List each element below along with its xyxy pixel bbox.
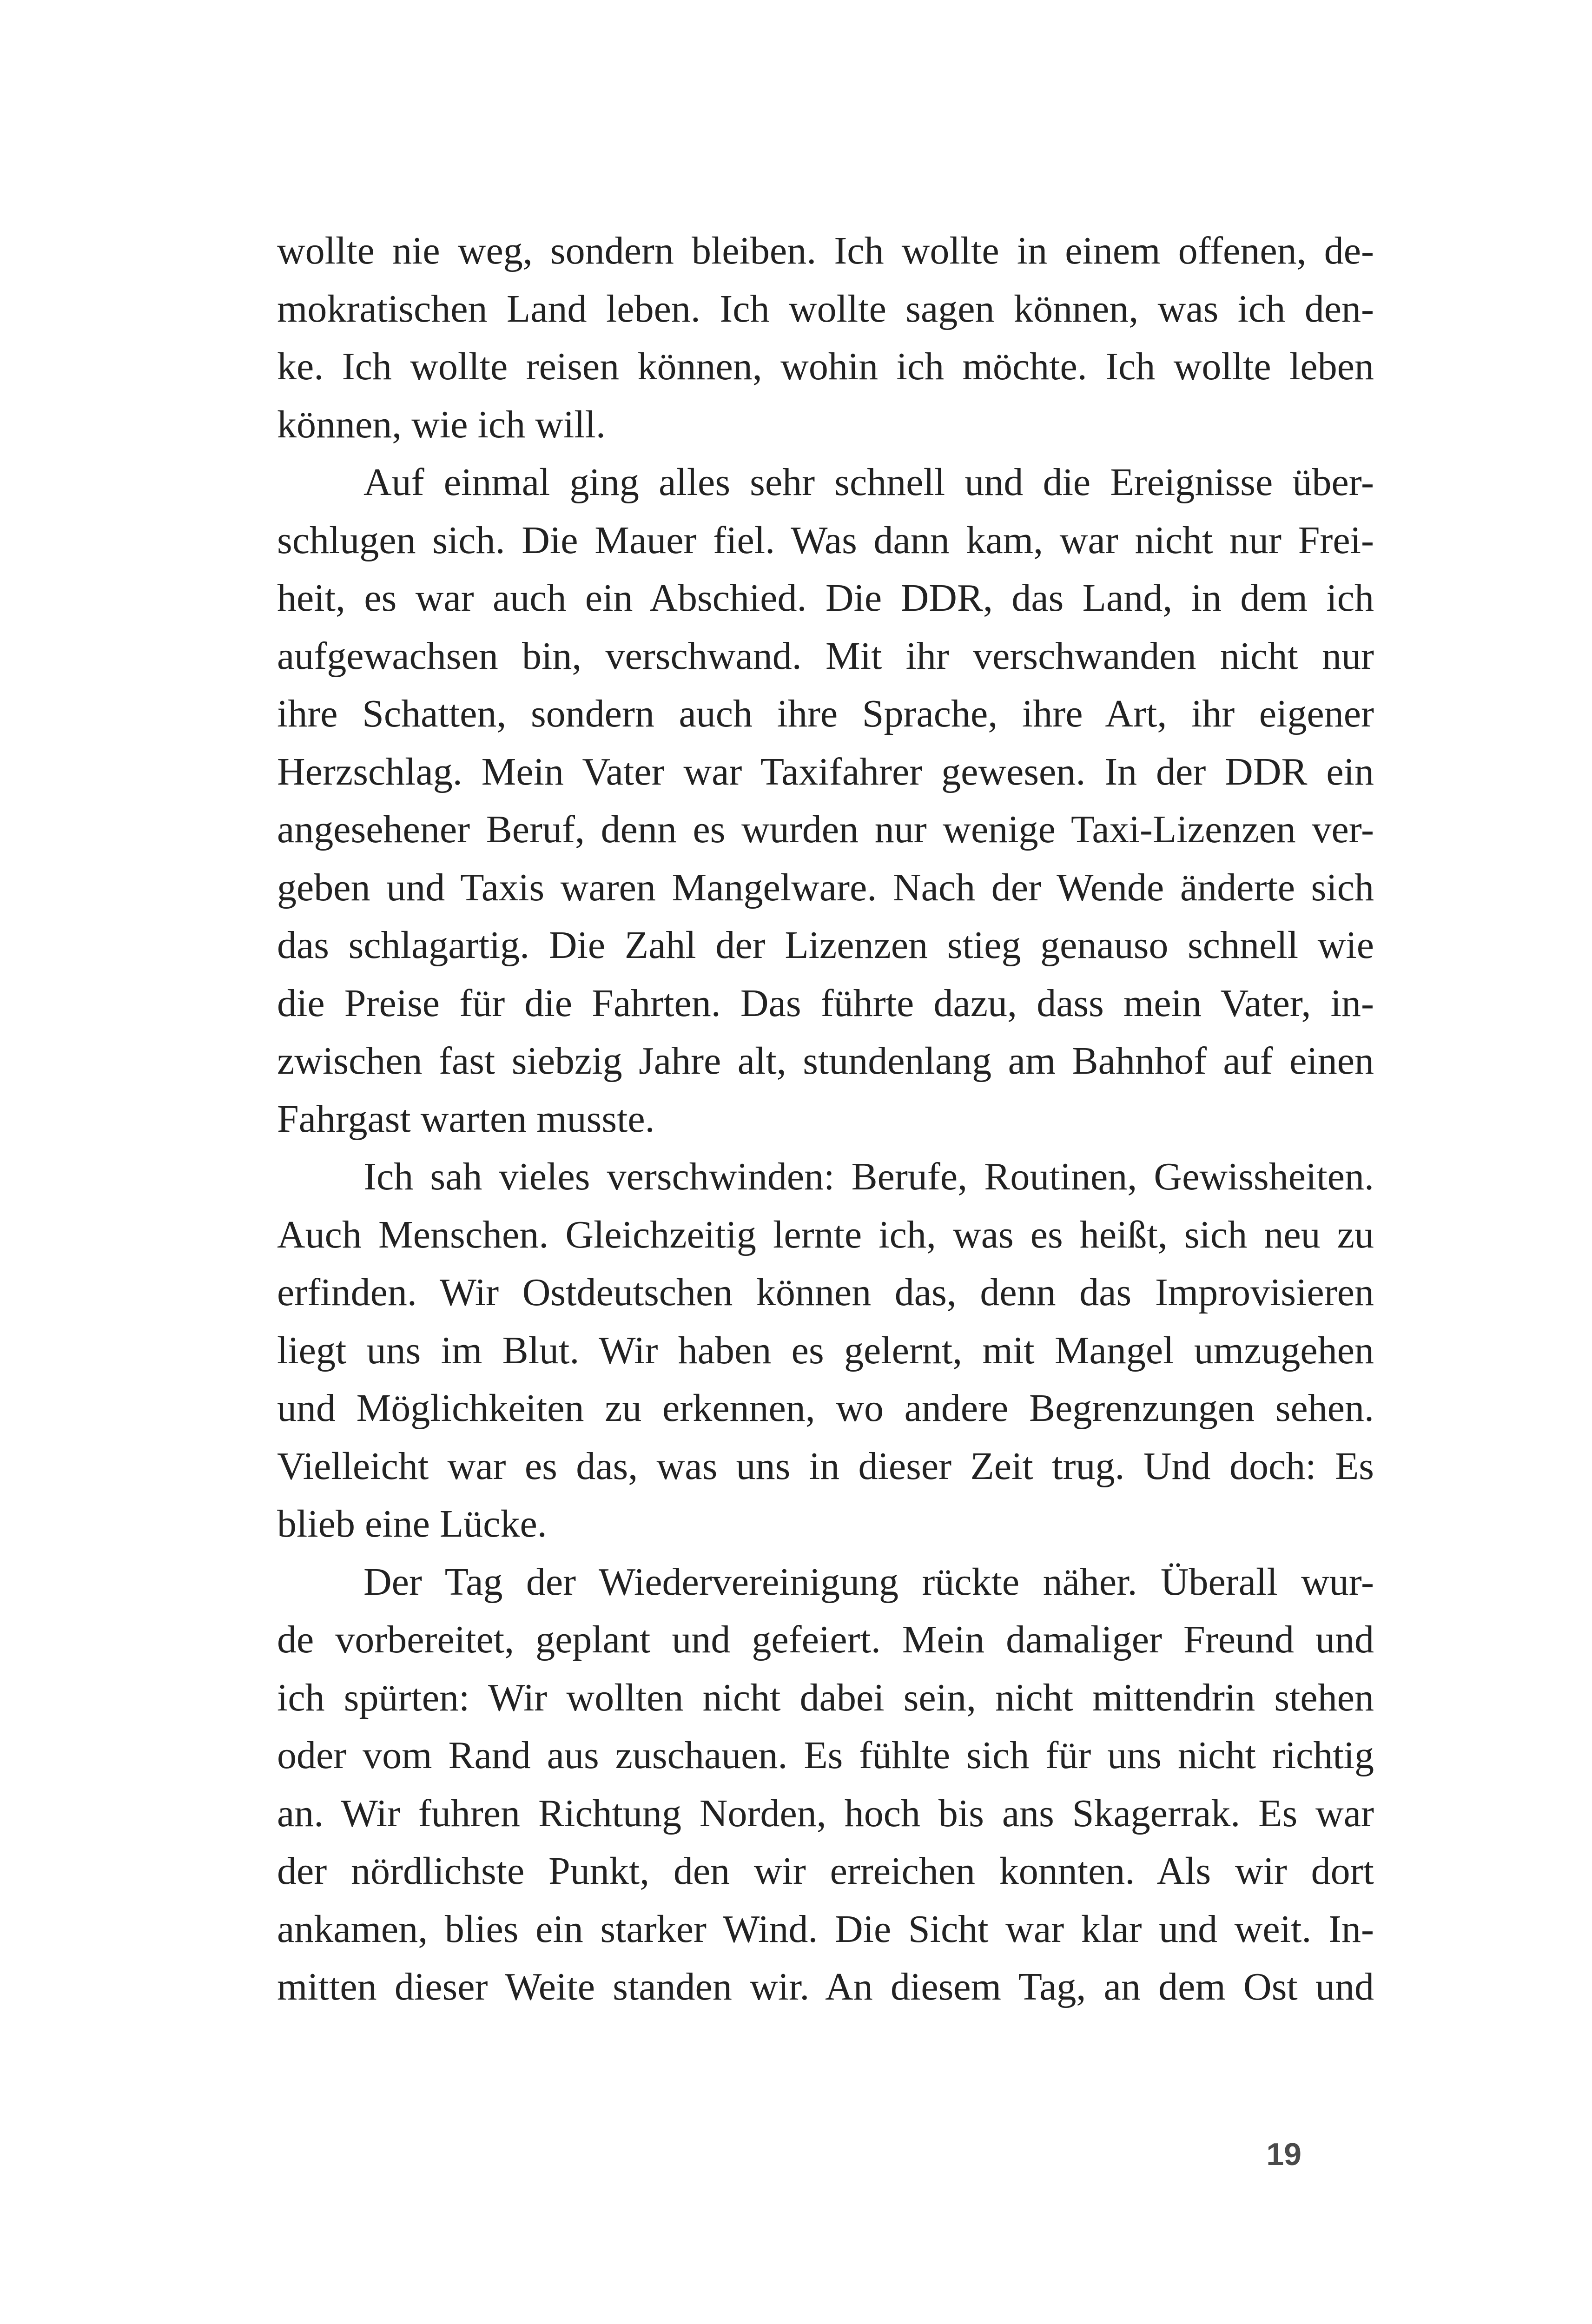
- text-line: Fahrgast warten musste.: [277, 1097, 655, 1141]
- text-line: heit, es war auch ein Abschied. Die DDR, das Land, in dem ich: [277, 576, 1374, 620]
- body-text: [277, 222, 1374, 2016]
- text-line: ankamen, blies ein starker Wind. Die Sicht war klar und weit. In-: [277, 1907, 1374, 1951]
- text-line: schlugen sich. Die Mauer fiel. Was dann kam, war nicht nur Frei-: [277, 518, 1374, 562]
- text-line: das schlagartig. Die Zahl der Lizenzen stieg genauso schnell wie: [277, 924, 1374, 967]
- text-line: de vorbereitet, geplant und gefeiert. Mein damaliger Freund und: [277, 1618, 1374, 1661]
- text-line: Ich sah vieles verschwinden: Berufe, Routinen, Gewissheiten.: [363, 1155, 1374, 1198]
- text-line: wollte nie weg, sondern bleiben. Ich wollte in einem offenen, de-: [277, 229, 1374, 272]
- text-line: die Preise für die Fahrten. Das führte dazu, dass mein Vater, in-: [277, 981, 1374, 1025]
- text-line: geben und Taxis waren Mangelware. Nach der Wende änderte sich: [277, 865, 1374, 909]
- text-line: und Möglichkeiten zu erkennen, wo andere Begrenzungen sehen.: [277, 1386, 1374, 1430]
- text-line: mokratischen Land leben. Ich wollte sagen können, was ich den-: [277, 287, 1374, 330]
- page-number: 19: [1266, 2137, 1301, 2172]
- text-line: der nördlichste Punkt, den wir erreichen konnten. Als wir dort: [277, 1849, 1374, 1893]
- text-line: Auf einmal ging alles sehr schnell und die Ereignisse über-: [363, 461, 1374, 504]
- text-line: angesehener Beruf, denn es wurden nur wenige Taxi-Lizenzen ver-: [277, 808, 1374, 851]
- text-line: Herzschlag. Mein Vater war Taxifahrer gewesen. In der DDR ein: [277, 750, 1374, 793]
- text-line: oder vom Rand aus zuschauen. Es fühlte sich für uns nicht richtig: [277, 1734, 1374, 1777]
- text-line: können, wie ich will.: [277, 403, 606, 446]
- text-line: ich spürten: Wir wollten nicht dabei sein, nicht mittendrin stehen: [277, 1676, 1374, 1719]
- text-line: erfinden. Wir Ostdeutschen können das, denn das Improvisieren: [277, 1271, 1374, 1314]
- text-line: zwischen fast siebzig Jahre alt, stundenlang am Bahnhof auf einen: [277, 1039, 1374, 1083]
- text-line: Vielleicht war es das, was uns in dieser Zeit trug. Und doch: Es: [277, 1444, 1374, 1488]
- text-line: liegt uns im Blut. Wir haben es gelernt, mit Mangel umzugehen: [277, 1328, 1374, 1372]
- text-line: mitten dieser Weite standen wir. An diesem Tag, an dem Ost und: [277, 1965, 1374, 2008]
- text-line: an. Wir fuhren Richtung Norden, hoch bis ans Skagerrak. Es war: [277, 1791, 1374, 1835]
- text-line: Der Tag der Wiedervereinigung rückte näher. Überall wur-: [363, 1560, 1374, 1604]
- text-line: ke. Ich wollte reisen können, wohin ich möchte. Ich wollte leben: [277, 345, 1374, 388]
- text-line: Auch Menschen. Gleichzeitig lernte ich, was es heißt, sich neu zu: [277, 1213, 1374, 1256]
- text-line: aufgewachsen bin, verschwand. Mit ihr verschwanden nicht nur: [277, 634, 1374, 678]
- text-line: ihre Schatten, sondern auch ihre Sprache, ihre Art, ihr eigener: [277, 692, 1374, 735]
- text-line: blieb eine Lücke.: [277, 1502, 547, 1545]
